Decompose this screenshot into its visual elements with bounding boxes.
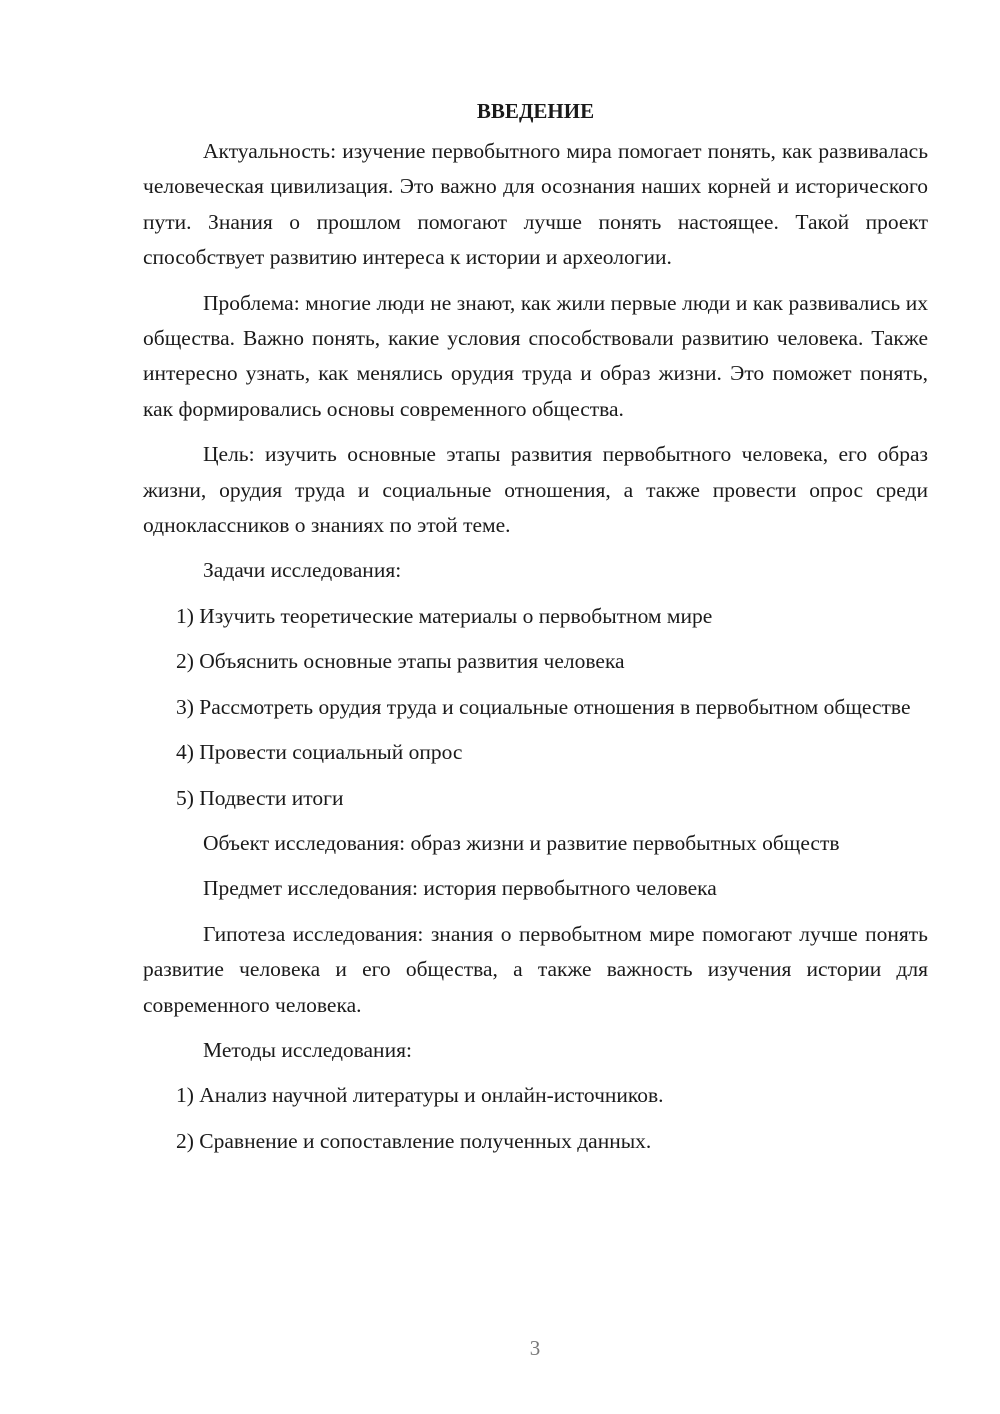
task-item-4: 4) Провести социальный опрос bbox=[176, 740, 463, 765]
page-number: 3 bbox=[529, 1336, 541, 1360]
task-item-2: 2) Объяснить основные этапы развития человека bbox=[176, 649, 625, 674]
object-paragraph: Объект исследования: образ жизни и развитие первобытных обществ bbox=[203, 830, 840, 855]
hypothesis-paragraph: Гипотеза исследования: знания о первобытном мире помогают лучше понять развитие человека и его общества, а также важность изучения истории для современного человека. bbox=[143, 921, 928, 1017]
goal-paragraph: Цель: изучить основные этапы развития первобытного человека, его образ жизни, орудия труда и социальные отношения, а также провести опрос среди одноклассников о знаниях по этой теме. bbox=[143, 442, 928, 538]
task-item-1: 1) Изучить теоретические материалы о первобытном мире bbox=[176, 603, 713, 628]
relevance-paragraph: Актуальность: изучение первобытного мира помогает понять, как развивалась человеческая цивилизация. Это важно для осознания наших корней и исторического пути. Знания о прошлом помогают лучше понять настоящее. Такой проект способствует развитию интереса к истории и археологии. bbox=[143, 139, 928, 270]
document-page bbox=[143, 96, 928, 1169]
methods-heading: Методы исследования: bbox=[203, 1037, 412, 1062]
tasks-heading: Задачи исследования: bbox=[203, 558, 402, 583]
task-item-5: 5) Подвести итоги bbox=[176, 785, 344, 810]
method-item-1: 1) Анализ научной литературы и онлайн-источников. bbox=[176, 1083, 664, 1108]
task-item-3: 3) Рассмотреть орудия труда и социальные отношения в первобытном обществе bbox=[176, 694, 911, 719]
method-item-2: 2) Сравнение и сопоставление полученных данных. bbox=[176, 1128, 652, 1153]
subject-paragraph: Предмет исследования: история первобытного человека bbox=[203, 876, 717, 901]
problem-paragraph: Проблема: многие люди не знают, как жили первые люди и как развивались их общества. Важно понять, какие условия способствовали развитию человека. Также интересно узнать, как менялись орудия труда и образ жизни. Это поможет понять, как формировались основы современного общества. bbox=[143, 290, 928, 421]
page-title: ВВЕДЕНИЕ bbox=[476, 99, 595, 123]
